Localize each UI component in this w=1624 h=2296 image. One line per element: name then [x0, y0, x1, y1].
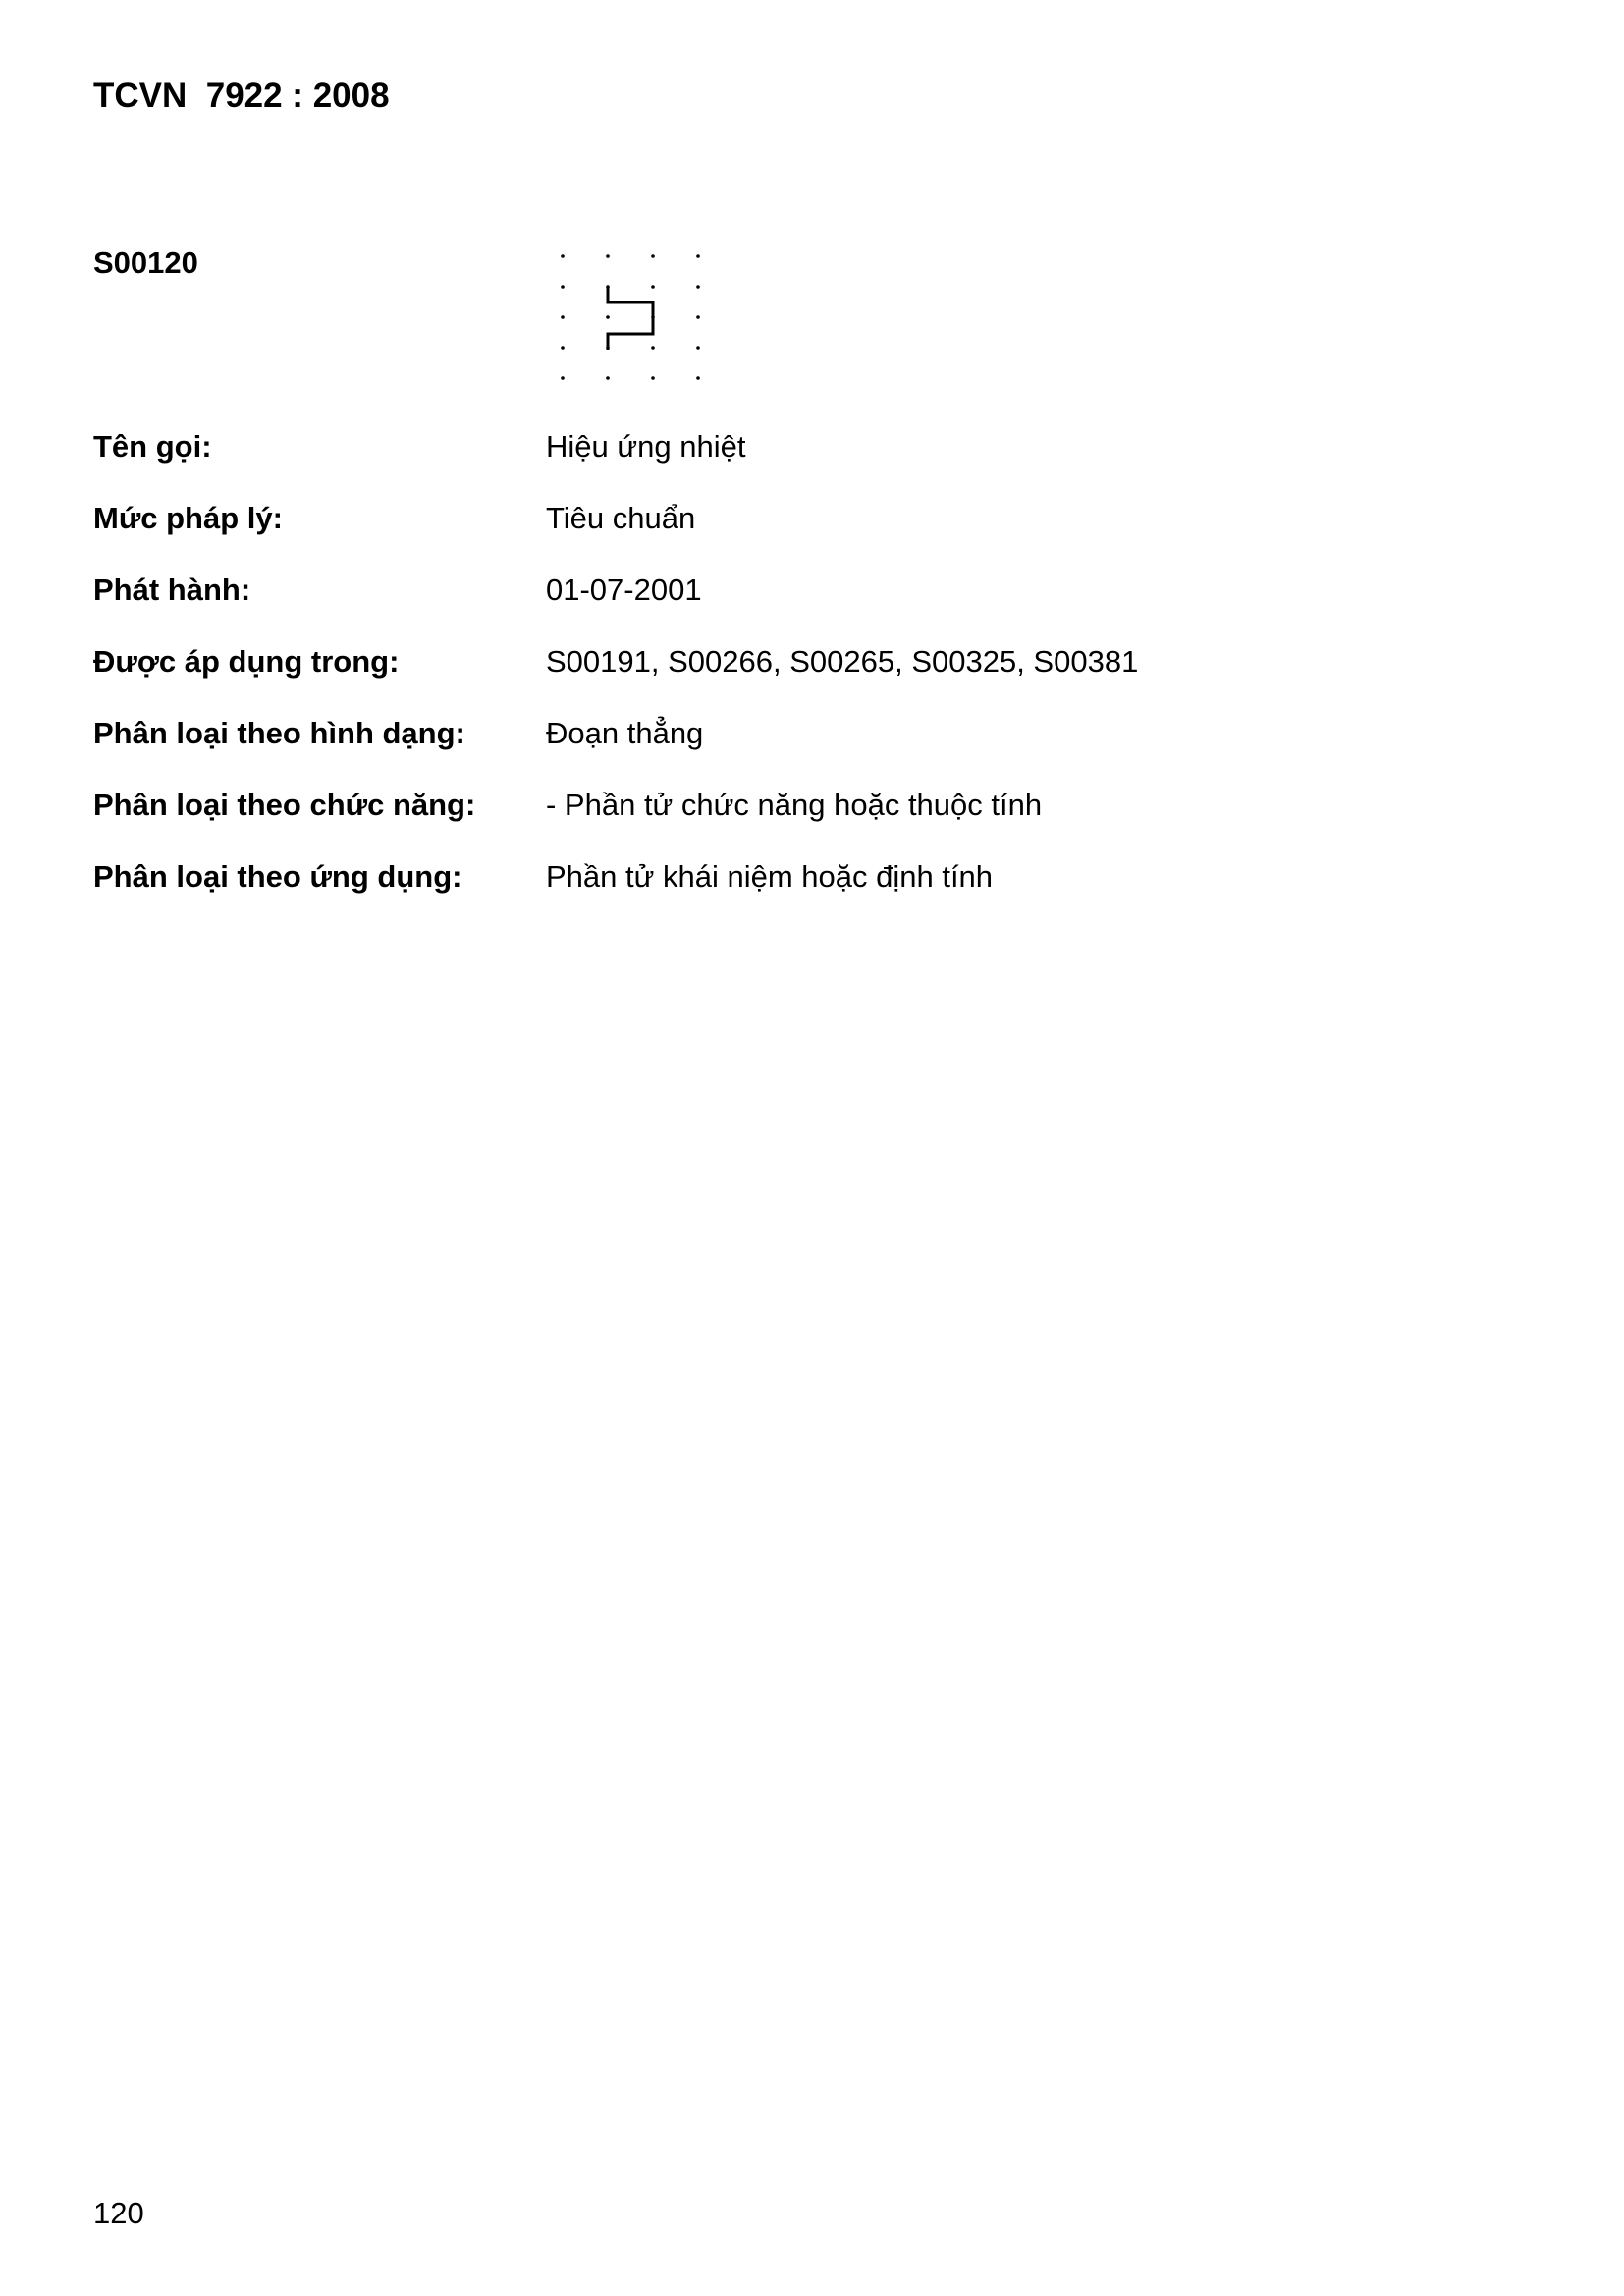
grid-dots	[561, 254, 700, 380]
property-row-name	[93, 425, 1370, 497]
property-value: S00191, S00266, S00265, S00325, S00381	[546, 644, 1139, 679]
property-label: Phân loại theo chức năng:	[93, 788, 476, 822]
property-value: Tiêu chuẩn	[546, 501, 696, 535]
property-label: Phân loại theo hình dạng:	[93, 716, 465, 750]
property-row-application-class	[93, 855, 1370, 927]
page-number: 120	[93, 2196, 144, 2230]
property-row-shape-class	[93, 712, 1370, 784]
property-value: Hiệu ứng nhiệt	[546, 429, 746, 464]
property-row-legal-level	[93, 497, 1370, 569]
property-row-release	[93, 569, 1370, 640]
property-list	[93, 425, 1370, 927]
property-value: Đoạn thẳng	[546, 716, 704, 750]
property-label: Được áp dụng trong:	[93, 644, 400, 679]
property-label: Phân loại theo ứng dụng:	[93, 859, 462, 894]
property-label: Mức pháp lý:	[93, 501, 283, 535]
property-value: - Phần tử chức năng hoặc thuộc tính	[546, 788, 1043, 822]
standard-header: TCVN 7922 : 2008	[93, 77, 390, 115]
property-row-function-class	[93, 784, 1370, 855]
property-value: Phần tử khái niệm hoặc định tính	[546, 859, 994, 894]
property-row-applied-in	[93, 640, 1370, 712]
property-label: Phát hành:	[93, 573, 251, 607]
property-value: 01-07-2001	[546, 573, 702, 607]
symbol-stroke	[608, 287, 653, 350]
property-label: Tên gọi:	[93, 429, 212, 464]
thermal-effect-symbol-icon	[550, 244, 717, 391]
symbol-code: S00120	[93, 246, 198, 280]
